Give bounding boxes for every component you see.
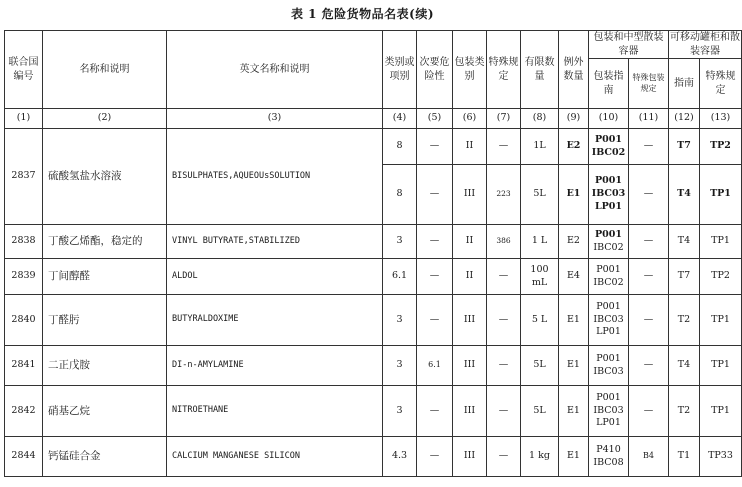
class: 8 [383, 165, 417, 225]
special-packing: — [629, 386, 669, 437]
header-tank-group: 可移动罐柜和散装容器 [670, 32, 740, 57]
special-packing: — [629, 259, 669, 295]
col-number: (2) [43, 109, 167, 129]
excepted-quantity: E1 [559, 295, 589, 346]
header-name: 名称和说明 [43, 31, 167, 109]
subsidiary-risk: — [417, 437, 453, 477]
limited-quantity: 5L [521, 346, 559, 386]
tank-instruction: T2 [669, 295, 700, 346]
un-number: 2838 [5, 225, 43, 259]
header-packing-group: 包装类别 [453, 31, 487, 109]
col-number: (8) [521, 109, 559, 129]
class: 6.1 [383, 259, 417, 295]
subsidiary-risk: — [417, 386, 453, 437]
limited-quantity: 1 kg [521, 437, 559, 477]
un-number: 2841 [5, 346, 43, 386]
chinese-name: 钙锰硅合金 [43, 437, 167, 477]
limited-quantity: 5L [521, 386, 559, 437]
table-row [5, 129, 742, 165]
chinese-name: 硫酸氢盐水溶液 [43, 129, 167, 225]
tank-instruction: T7 [669, 129, 700, 165]
english-name: VINYL BUTYRATE,STABILIZED [167, 225, 383, 259]
packing-group: II [453, 225, 487, 259]
un-number: 2842 [5, 386, 43, 437]
table-row [5, 295, 742, 346]
header-limited-quantity: 有限数量 [521, 31, 559, 109]
table-title: 表 1 危险货物品名表(续) [290, 7, 435, 21]
tank-special: TP2 [700, 259, 742, 295]
limited-quantity: 5 L [521, 295, 559, 346]
packing-group: III [453, 295, 487, 346]
english-name: DI-n-AMYLAMINE [167, 346, 383, 386]
column-number-row [5, 109, 742, 129]
col-number: (4) [383, 109, 417, 129]
special-provisions: — [487, 129, 521, 165]
excepted-quantity: E4 [559, 259, 589, 295]
col-number: (7) [487, 109, 521, 129]
english-name: NITROETHANE [167, 386, 383, 437]
class: 3 [383, 386, 417, 437]
packing-instruction: P001 IBC03 LP01 [589, 386, 629, 437]
table-row [5, 259, 742, 295]
tank-special: TP2 [700, 129, 742, 165]
tank-special: TP1 [700, 295, 742, 346]
packing-instruction: P001 IBC02 [589, 259, 629, 295]
col-number: (9) [559, 109, 589, 129]
header-english-name: 英文名称和说明 [167, 31, 383, 109]
un-number: 2839 [5, 259, 43, 295]
col-number: (6) [453, 109, 487, 129]
tank-special: TP1 [700, 346, 742, 386]
special-packing: — [629, 165, 669, 225]
tank-special: TP1 [700, 165, 742, 225]
class: 3 [383, 225, 417, 259]
subsidiary-risk: — [417, 165, 453, 225]
class: 4.3 [383, 437, 417, 477]
special-provisions: 386 [487, 225, 521, 259]
class: 8 [383, 129, 417, 165]
subsidiary-risk: — [417, 259, 453, 295]
special-provisions: — [487, 259, 521, 295]
subsidiary-risk: — [417, 295, 453, 346]
chinese-name: 丁酸乙烯酯，稳定的 [43, 225, 167, 259]
header-packaging-group: 包装和中型散装容器 [589, 31, 669, 59]
packing-instruction: P001 IBC02 [589, 129, 629, 165]
packing-instruction: P001 IBC02 [589, 225, 629, 259]
tank-instruction: T4 [669, 165, 700, 225]
packing-group: III [453, 165, 487, 225]
table-row [5, 225, 742, 259]
header-class: 类别或项别 [383, 31, 417, 109]
un-number: 2844 [5, 437, 43, 477]
english-name: ALDOL [167, 259, 383, 295]
tank-special: TP1 [700, 225, 742, 259]
limited-quantity: 5L [521, 165, 559, 225]
header-special-packing: 特殊包装规定 [629, 59, 669, 109]
packing-group: III [453, 437, 487, 477]
tank-instruction: T7 [669, 259, 700, 295]
special-packing: — [629, 346, 669, 386]
packing-instruction: P001 IBC03 LP01 [589, 165, 629, 225]
tank-instruction: T1 [669, 437, 700, 477]
header-un-number: 联合国编号 [5, 31, 43, 109]
english-name: CALCIUM MANGANESE SILICON [167, 437, 383, 477]
col-number: (10) [589, 109, 629, 129]
excepted-quantity: E2 [559, 129, 589, 165]
class: 3 [383, 295, 417, 346]
tank-special: TP33 [700, 437, 742, 477]
tank-instruction: T4 [669, 225, 700, 259]
packing-instruction: P410 IBC08 [589, 437, 629, 477]
col-number: (1) [5, 109, 43, 129]
header-packing-instruction: 包装指南 [589, 59, 629, 109]
excepted-quantity: E1 [559, 346, 589, 386]
col-number: (3) [167, 109, 383, 129]
packing-group: III [453, 346, 487, 386]
header-excepted-quantity: 例外数量 [559, 31, 589, 109]
table-row [5, 386, 742, 437]
header-special-provisions: 特殊规定 [487, 31, 521, 109]
packing-instruction: P001 IBC03 LP01 [589, 295, 629, 346]
packing-instruction: P001 IBC03 [589, 346, 629, 386]
packing-group: II [453, 129, 487, 165]
table-body [5, 129, 742, 477]
subsidiary-risk: 6.1 [417, 346, 453, 386]
special-provisions: 223 [487, 165, 521, 225]
packing-group: III [453, 386, 487, 437]
excepted-quantity: E1 [559, 386, 589, 437]
dangerous-goods-table [4, 30, 742, 477]
packing-group: II [453, 259, 487, 295]
header-tank-special: 特殊规定 [700, 59, 742, 109]
un-number: 2837 [5, 129, 43, 225]
english-name: BUTYRALDOXIME [167, 295, 383, 346]
special-packing: — [629, 129, 669, 165]
limited-quantity: 100 mL [521, 259, 559, 295]
special-packing: — [629, 295, 669, 346]
limited-quantity: 1L [521, 129, 559, 165]
special-provisions: — [487, 346, 521, 386]
chinese-name: 丁间醇醛 [43, 259, 167, 295]
subsidiary-risk: — [417, 225, 453, 259]
un-number: 2840 [5, 295, 43, 346]
excepted-quantity: E1 [559, 437, 589, 477]
special-provisions: — [487, 437, 521, 477]
col-number: (12) [669, 109, 700, 129]
col-number: (13) [700, 109, 742, 129]
header-tank-instruction: 指南 [669, 59, 700, 109]
excepted-quantity: E2 [559, 225, 589, 259]
table-row [5, 346, 742, 386]
class: 3 [383, 346, 417, 386]
special-packing: B4 [629, 437, 669, 477]
english-name: BISULPHATES,AQUEOUsSOLUTION [167, 129, 383, 225]
col-number: (5) [417, 109, 453, 129]
chinese-name: 硝基乙烷 [43, 386, 167, 437]
excepted-quantity: E1 [559, 165, 589, 225]
special-provisions: — [487, 386, 521, 437]
special-packing: — [629, 225, 669, 259]
header-subsidiary-risk: 次要危险性 [417, 31, 453, 109]
subsidiary-risk: — [417, 129, 453, 165]
table-row [5, 437, 742, 477]
table-header [5, 31, 742, 129]
tank-special: TP1 [700, 386, 742, 437]
tank-instruction: T4 [669, 346, 700, 386]
chinese-name: 二正戊胺 [43, 346, 167, 386]
col-number: (11) [629, 109, 669, 129]
limited-quantity: 1 L [521, 225, 559, 259]
chinese-name: 丁醛肟 [43, 295, 167, 346]
tank-instruction: T2 [669, 386, 700, 437]
special-provisions: — [487, 295, 521, 346]
